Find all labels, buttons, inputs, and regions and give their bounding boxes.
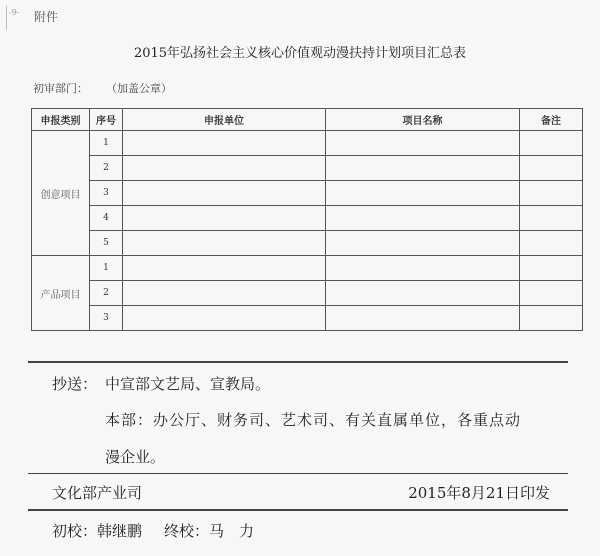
serial-cell: 1: [90, 131, 123, 156]
applicant-cell: [123, 131, 326, 156]
table-row: [32, 231, 583, 256]
remarks-cell: [520, 206, 583, 231]
distribution-label: 抄送：: [52, 375, 98, 393]
header-serial: 序号: [90, 109, 123, 131]
divider-top: [28, 361, 568, 363]
stamp-note: （加盖公章）: [106, 82, 172, 95]
header-project-name: 项目名称: [326, 109, 520, 131]
attachment-label: 附件: [34, 10, 59, 24]
issuing-office: 文化部产业司: [52, 484, 143, 502]
applicant-cell: [123, 306, 326, 331]
applicant-cell: [123, 256, 326, 281]
distribution-line-3: 漫企业。: [105, 448, 166, 466]
proofreading-line: [52, 520, 254, 541]
serial-cell: 3: [90, 181, 123, 206]
remarks-cell: [520, 281, 583, 306]
remarks-cell: [520, 131, 583, 156]
project-name-cell: [326, 156, 520, 181]
divider-bottom: [28, 509, 568, 511]
final-proof-name: 马 力: [209, 522, 255, 540]
table-row: [32, 156, 583, 181]
category-cell: 产品项目: [32, 256, 90, 331]
distribution-line-2: 本部：办公厅、财务司、艺术司、有关直属单位，各重点动: [105, 411, 522, 429]
project-name-cell: [326, 231, 520, 256]
project-name-cell: [326, 131, 520, 156]
first-proof-label: 初校：: [52, 522, 98, 540]
remarks-cell: [520, 156, 583, 181]
applicant-cell: [123, 156, 326, 181]
table-row: [32, 306, 583, 331]
first-proof-name: 韩继鹏: [97, 522, 143, 540]
summary-table: [31, 108, 583, 331]
serial-cell: 4: [90, 206, 123, 231]
project-name-cell: [326, 306, 520, 331]
final-proof-label: 终校：: [164, 522, 210, 540]
applicant-cell: [123, 181, 326, 206]
remarks-cell: [520, 306, 583, 331]
remarks-cell: [520, 256, 583, 281]
distribution-line-1: 中宣部文艺局、宣教局。: [105, 375, 271, 393]
serial-cell: 5: [90, 231, 123, 256]
header-category: 申报类别: [32, 109, 90, 131]
page-title: 2015年弘扬社会主义核心价值观动漫扶持计划项目汇总表: [133, 46, 467, 61]
table-row: [32, 206, 583, 231]
review-department: [33, 80, 172, 96]
table-row: [32, 256, 583, 281]
review-department-label: 初审部门：: [33, 82, 88, 95]
applicant-cell: [123, 206, 326, 231]
project-name-cell: [326, 281, 520, 306]
remarks-cell: [520, 231, 583, 256]
table-row: [32, 131, 583, 156]
header-applicant: 申报单位: [123, 109, 326, 131]
issue-date: 2015年8月21日印发: [408, 484, 550, 502]
category-cell: 创意项目: [32, 131, 90, 256]
project-name-cell: [326, 206, 520, 231]
table-row: [32, 181, 583, 206]
serial-cell: 2: [90, 156, 123, 181]
project-name-cell: [326, 181, 520, 206]
table-header-row: [32, 109, 583, 131]
serial-cell: 1: [90, 256, 123, 281]
page-margin-mark: [6, 6, 21, 30]
page-number: -9-: [9, 8, 20, 17]
header-remarks: 备注: [520, 109, 583, 131]
serial-cell: 2: [90, 281, 123, 306]
divider-middle: [28, 473, 568, 474]
remarks-cell: [520, 181, 583, 206]
project-name-cell: [326, 256, 520, 281]
applicant-cell: [123, 281, 326, 306]
table-row: [32, 281, 583, 306]
applicant-cell: [123, 231, 326, 256]
serial-cell: 3: [90, 306, 123, 331]
